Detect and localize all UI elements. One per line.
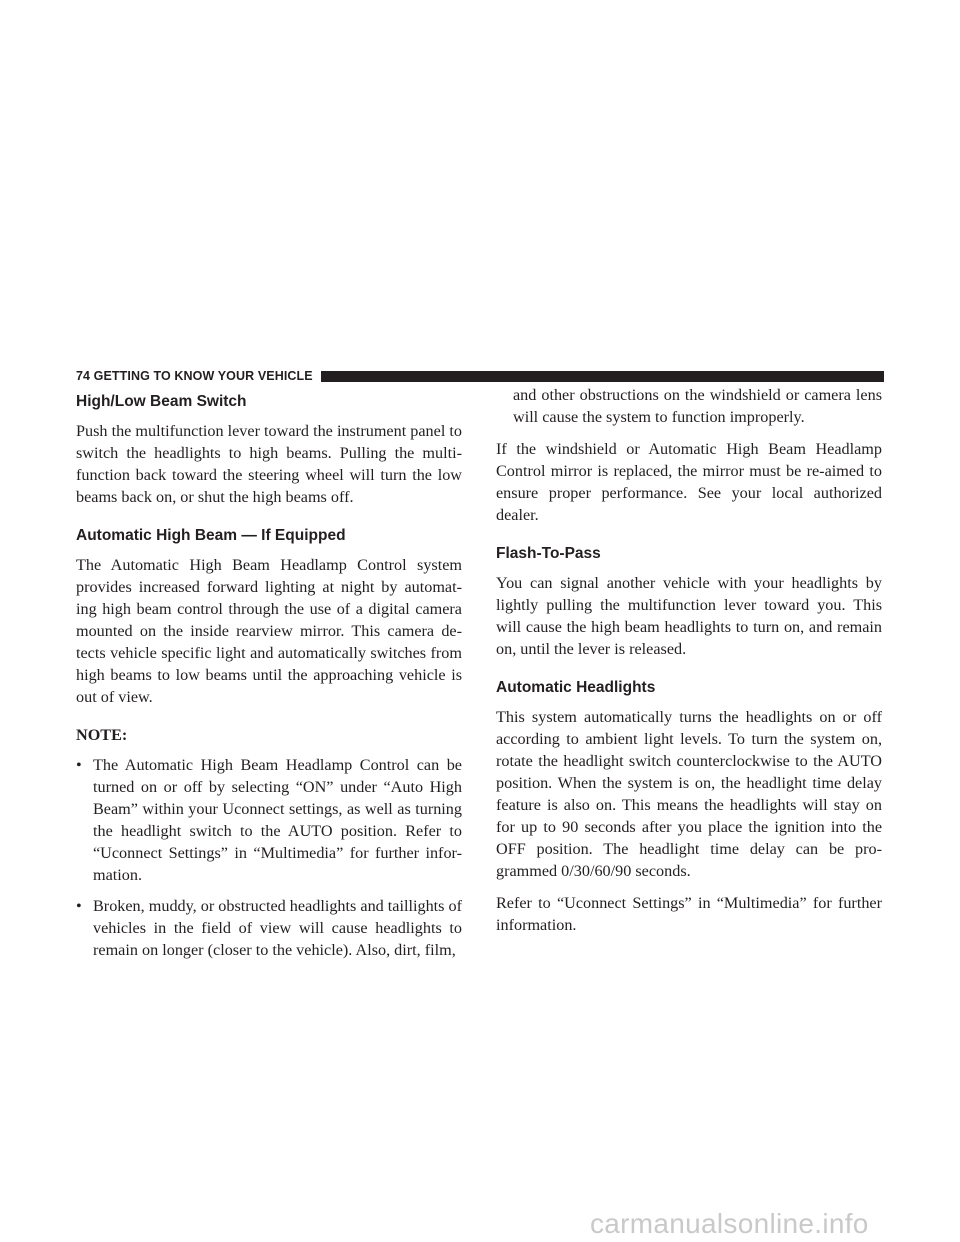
paragraph-automatic-high-beam: The Automatic High Beam Headlamp Control system provides increased forward lighting at night by automat-ing high beam control through the use of a digital camera mounted on the inside rearview mirror. This camera de-tects vehicle specific light and automatically switches from high beams to low beams until the approaching vehicle is out of view. — [76, 556, 462, 706]
list-item — [76, 895, 462, 961]
heading-automatic-high-beam: Automatic High Beam — If Equipped — [76, 527, 346, 544]
paragraph-mirror-replaced: If the windshield or Automatic High Beam Headlamp Control mirror is replaced, the mirror must be re-aimed to ensure proper performance. See your local authorized dealer. — [496, 440, 882, 524]
bullet-icon: • — [76, 756, 82, 774]
watermark-text: carmanualsonline.info — [590, 1208, 869, 1239]
right-column — [496, 384, 882, 946]
list-item-text: The Automatic High Beam Headlamp Control can be turned on or off by selecting “ON” under “Auto High Beam” within your Uconnect settings, as well as turning the headlight switch to the AUTO position. Refer to “Uconnect Settings” in “Multimedia” for further infor-mation. — [93, 756, 462, 884]
header-rule — [321, 371, 884, 382]
heading-automatic-headlights: Automatic Headlights — [496, 679, 656, 696]
heading-flash-to-pass: Flash-To-Pass — [496, 545, 601, 562]
left-column — [76, 392, 462, 970]
page-number-and-section: 74 GETTING TO KNOW YOUR VEHICLE — [76, 369, 313, 383]
list-item-text: Broken, muddy, or obstructed headlights and taillights of vehicles in the field of view will cause headlights to remain on longer (closer to the vehicle). Also, dirt, film, — [93, 897, 462, 959]
heading-high-low-beam-switch: High/Low Beam Switch — [76, 393, 247, 410]
page-header — [76, 369, 884, 383]
list-item — [76, 754, 462, 886]
note-label: NOTE: — [76, 726, 128, 744]
paragraph-flash-to-pass: You can signal another vehicle with your headlights by lightly pulling the multifunction lever toward you. This will cause the high beam headlights to turn on, and remain on, until the lever is released. — [496, 574, 882, 658]
bullet-continuation: and other obstructions on the windshield or camera lens will cause the system to function improperly. — [513, 386, 882, 426]
paragraph-refer-uconnect: Refer to “Uconnect Settings” in “Multimedia” for further information. — [496, 894, 882, 934]
bullet-icon: • — [76, 897, 82, 915]
paragraph-high-low-beam: Push the multifunction lever toward the instrument panel to switch the headlights to high beams. Pulling the multi-function back toward the steering wheel will turn the low beams back on, or shut the high beams off. — [76, 422, 462, 506]
note-bullet-list — [76, 754, 462, 961]
paragraph-automatic-headlights: This system automatically turns the headlights on or off according to ambient light levels. To turn the system on, rotate the headlight switch counterclockwise to the AUTO position. When the system is on, the headlight time delay feature is also on. This means the headlights will stay on for up to 90 seconds after you place the ignition into the OFF position. The headlight time delay can be pro-grammed 0/30/60/90 seconds. — [496, 708, 882, 880]
